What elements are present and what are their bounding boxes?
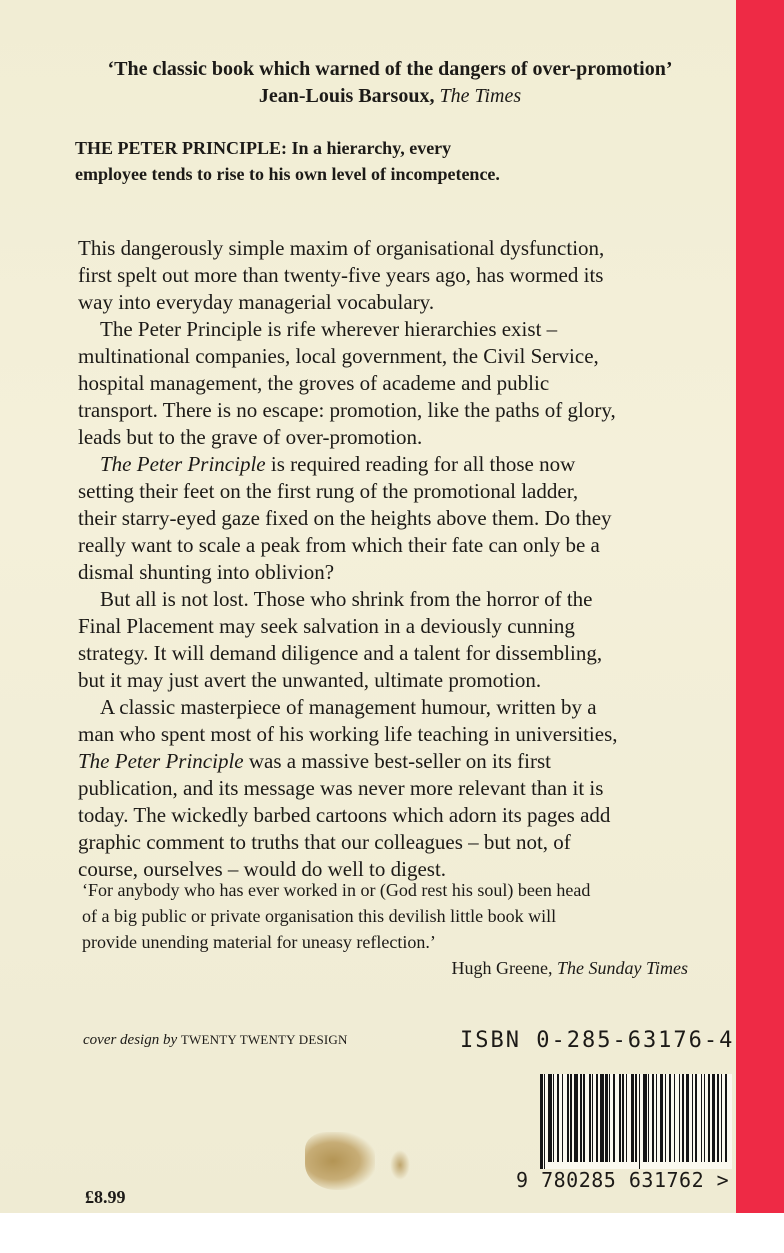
body-fragment: is required reading for all those now (265, 452, 576, 476)
barcode-bar (639, 1074, 640, 1169)
barcode-bar (567, 1074, 568, 1162)
barcode-bar (648, 1074, 649, 1162)
body-fragment: was a massive best-seller on its first (243, 749, 551, 773)
isbn: ISBN 0-285-63176-4 (460, 1028, 735, 1053)
barcode-bar (635, 1074, 638, 1162)
body-line: hospital management, the groves of academe and public (78, 371, 550, 395)
body-line: first spelt out more than twenty-five years ago, has wormed its (78, 263, 604, 287)
barcode-bar (701, 1074, 702, 1162)
barcode-bar (626, 1074, 627, 1162)
barcode-bar (580, 1074, 581, 1162)
barcode-bar (570, 1074, 573, 1162)
price: £8.99 (85, 1187, 126, 1207)
barcode-bar (643, 1074, 647, 1162)
body-line: leads but to the grave of over-promotion. (78, 425, 423, 449)
tape-residue-stain (305, 1132, 375, 1190)
barcode-bar (712, 1074, 716, 1162)
body-line: multinational companies, local government, the Civil Service, (78, 344, 599, 368)
barcode-bar (583, 1074, 586, 1162)
barcode-bar (592, 1074, 593, 1162)
book-title-italic: The Peter Principle (78, 749, 244, 773)
body-line: Final Placement may seek salvation in a deviously cunning (78, 614, 575, 638)
body-line: dismal shunting into oblivion? (78, 560, 335, 584)
barcode-bar (596, 1074, 599, 1162)
body-line: but it may just avert the unwanted, ultimate promotion. (78, 668, 542, 692)
top-quote-attribution (40, 83, 740, 110)
body-line: really want to scale a peak from which their fate can only be a (78, 533, 600, 557)
tape-residue-stain (390, 1150, 410, 1180)
body-line: man who spent most of his working life teaching in universities, (78, 722, 618, 746)
review-line: of a big public or private organisation this devilish little book will (82, 906, 557, 926)
barcode-bar (613, 1074, 616, 1162)
barcode-bar (665, 1074, 666, 1162)
top-quote: ‘The classic book which warned of the dangers of over-promotion’ (107, 58, 673, 80)
barcode-bar (686, 1074, 690, 1162)
barcode-bar (674, 1074, 675, 1162)
review-line: provide unending material for uneasy reflection.’ (82, 932, 436, 952)
barcode-bar (600, 1074, 604, 1162)
blurb-body (78, 235, 718, 883)
credit-prefix: cover design by (83, 1032, 181, 1048)
barcode-bar (679, 1074, 680, 1162)
principle-line-2: employee tends to rise to his own level of incompetence. (75, 164, 500, 184)
barcode-bar (725, 1074, 728, 1162)
barcode-bar (656, 1074, 657, 1162)
barcode-bar (704, 1074, 705, 1162)
barcode-bar (652, 1074, 655, 1162)
barcode-bar (692, 1074, 693, 1162)
barcode-bar (609, 1074, 610, 1162)
barcode-bar (557, 1074, 560, 1162)
barcode-bar (540, 1074, 543, 1169)
barcode-bar (619, 1074, 620, 1162)
barcode-bar (721, 1074, 722, 1162)
barcode-bar (544, 1074, 545, 1169)
review-quote (82, 877, 722, 981)
barcode-bar (660, 1074, 664, 1162)
barcode-bar (708, 1074, 711, 1162)
top-quote-author: Jean-Louis Barsoux, (258, 85, 440, 107)
peter-principle-statement (75, 135, 575, 187)
body-line: strategy. It will demand diligence and a talent for dissembling, (78, 641, 603, 665)
body-line: their starry-eyed gaze fixed on the heights above them. Do they (78, 506, 612, 530)
body-line (78, 451, 718, 478)
book-title-italic: The Peter Principle (100, 452, 266, 476)
barcode-bar (682, 1074, 685, 1162)
review-publication: The Sunday Times (556, 958, 688, 978)
barcode-bar (669, 1074, 672, 1162)
body-line: way into everyday managerial vocabulary. (78, 290, 435, 314)
cover-design-credit (83, 1032, 348, 1049)
body-line (78, 748, 718, 775)
barcode-bar (717, 1074, 720, 1162)
body-line: A classic masterpiece of management humour, written by a (100, 695, 597, 719)
body-line: But all is not lost. Those who shrink from the horror of the (100, 587, 593, 611)
barcode-bar (553, 1074, 554, 1162)
body-line: publication, and its message was never more relevant than it is (78, 776, 604, 800)
body-line: This dangerously simple maxim of organisational dysfunction, (78, 236, 605, 260)
body-line: graphic comment to truths that our colleagues – but not, of (78, 830, 571, 854)
body-line: transport. There is no escape: promotion, like the paths of glory, (78, 398, 616, 422)
barcode (540, 1074, 732, 1169)
barcode-bar (562, 1074, 563, 1162)
body-line: course, ourselves – would do well to digest. (78, 857, 447, 881)
body-line: The Peter Principle is rife wherever hierarchies exist – (100, 317, 558, 341)
review-line: ‘For anybody who has ever worked in or (God rest his soul) been head (82, 880, 591, 900)
barcode-bar (589, 1074, 590, 1162)
barcode-bar (622, 1074, 625, 1162)
barcode-bar (548, 1074, 552, 1162)
review-attribution (82, 955, 722, 981)
barcode-digits: 9 780285 631762 > (516, 1168, 730, 1192)
barcode-bar (605, 1074, 608, 1162)
principle-line-1: THE PETER PRINCIPLE: In a hierarchy, every (75, 138, 452, 158)
review-author: Hugh Greene, (451, 958, 557, 978)
barcode-bar (695, 1074, 698, 1162)
barcode-bar (574, 1074, 578, 1162)
barcode-bar (631, 1074, 634, 1162)
body-line: setting their feet on the first rung of the promotional ladder, (78, 479, 579, 503)
body-line: today. The wickedly barbed cartoons which adorn its pages add (78, 803, 611, 827)
top-quote-publication: The Times (439, 85, 522, 107)
red-spine-stripe (736, 0, 784, 1213)
credit-designer: TWENTY TWENTY DESIGN (180, 1032, 348, 1047)
